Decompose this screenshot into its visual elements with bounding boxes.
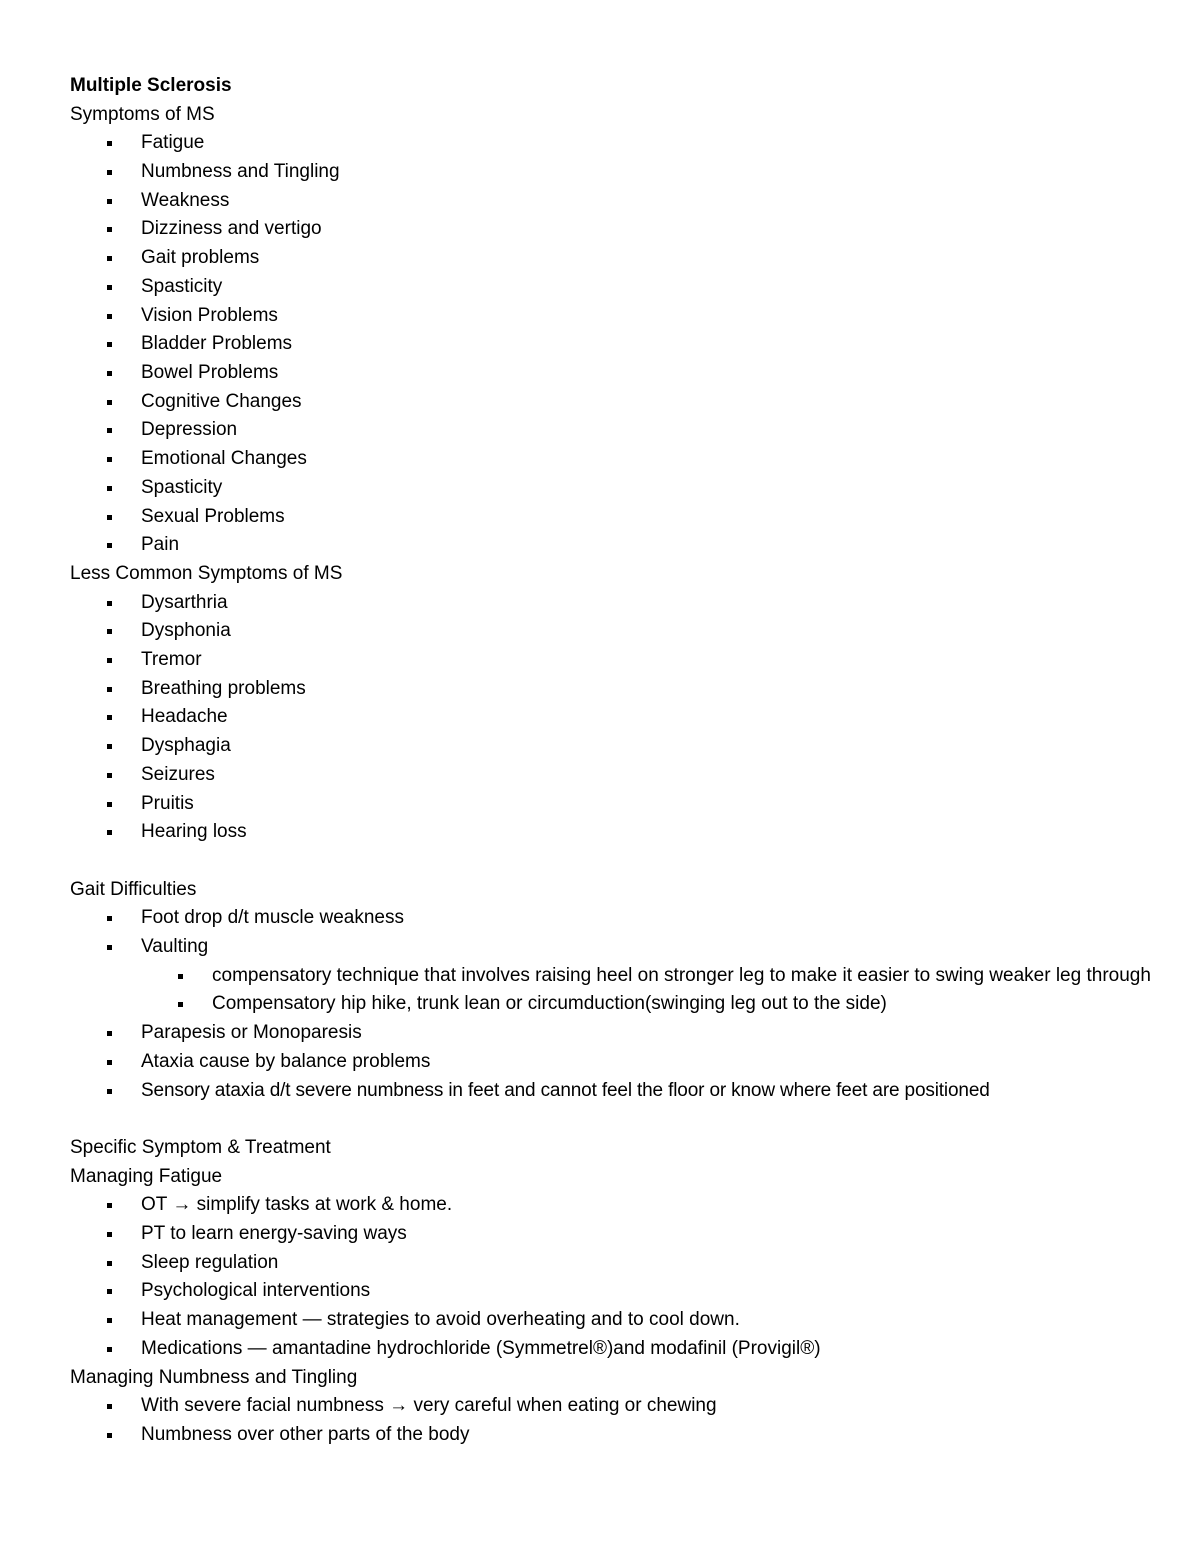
list-item: Foot drop d/t muscle weakness <box>70 904 1170 933</box>
list-item: Spasticity <box>70 474 1170 503</box>
gait-list <box>70 904 1170 1105</box>
list-item: Emotional Changes <box>70 445 1170 474</box>
symptoms-list <box>70 129 1170 560</box>
list-item <box>70 933 1170 1019</box>
list-item: Bowel Problems <box>70 359 1170 388</box>
list-item: Numbness and Tingling <box>70 158 1170 187</box>
gait-heading: Gait Difficulties <box>70 878 197 900</box>
list-item: Gait problems <box>70 244 1170 273</box>
list-item: Hearing loss <box>70 818 1170 847</box>
numbness-heading: Managing Numbness and Tingling <box>70 1366 358 1388</box>
list-item: Vision Problems <box>70 302 1170 331</box>
list-item: Weakness <box>70 187 1170 216</box>
vaulting-sublist <box>70 962 1170 1019</box>
list-item: Medications — amantadine hydrochloride (Symmetrel®)and modafinil (Provigil®) <box>70 1335 1170 1364</box>
list-item: Dysphonia <box>70 617 1170 646</box>
list-item: Numbness over other parts of the body <box>70 1421 1170 1450</box>
document-page <box>70 72 1170 1450</box>
spacer <box>70 847 1170 876</box>
list-item: PT to learn energy-saving ways <box>70 1220 1170 1249</box>
numbness-list <box>70 1392 1170 1449</box>
list-item: Sexual Problems <box>70 503 1170 532</box>
list-item: Sleep regulation <box>70 1249 1170 1278</box>
list-item: Sensory ataxia d/t severe numbness in feet and cannot feel the floor or know where feet are positioned <box>70 1077 1170 1106</box>
list-item: Parapesis or Monoparesis <box>70 1019 1170 1048</box>
list-item: Dizziness and vertigo <box>70 215 1170 244</box>
list-item: Seizures <box>70 761 1170 790</box>
less-common-heading: Less Common Symptoms of MS <box>70 562 343 584</box>
list-item: Headache <box>70 703 1170 732</box>
less-common-list <box>70 589 1170 847</box>
list-item: Cognitive Changes <box>70 388 1170 417</box>
fatigue-list <box>70 1191 1170 1363</box>
list-item: Tremor <box>70 646 1170 675</box>
list-item: Dysarthria <box>70 589 1170 618</box>
list-item: Breathing problems <box>70 675 1170 704</box>
list-item: Fatigue <box>70 129 1170 158</box>
list-item: Depression <box>70 416 1170 445</box>
sub-list-item: Compensatory hip hike, trunk lean or circumduction(swinging leg out to the side) <box>70 990 1170 1019</box>
list-item: OT → simplify tasks at work & home. <box>70 1191 1170 1220</box>
list-item: Ataxia cause by balance problems <box>70 1048 1170 1077</box>
spacer <box>70 1105 1170 1134</box>
list-item-label: Vaulting <box>141 936 209 958</box>
sub-list-item: compensatory technique that involves raising heel on stronger leg to make it easier to swing weaker leg through <box>70 962 1157 991</box>
list-item: Dysphagia <box>70 732 1170 761</box>
list-item: Psychological interventions <box>70 1277 1170 1306</box>
symptoms-heading: Symptoms of MS <box>70 103 215 125</box>
treatment-heading: Specific Symptom & Treatment <box>70 1136 331 1158</box>
fatigue-heading: Managing Fatigue <box>70 1165 223 1187</box>
list-item: With severe facial numbness → very careful when eating or chewing <box>70 1392 1170 1421</box>
list-item: Spasticity <box>70 273 1170 302</box>
document-title: Multiple Sclerosis <box>70 75 232 96</box>
list-item: Pain <box>70 531 1170 560</box>
list-item: Heat management — strategies to avoid overheating and to cool down. <box>70 1306 1170 1335</box>
list-item: Bladder Problems <box>70 330 1170 359</box>
list-item: Pruitis <box>70 790 1170 819</box>
